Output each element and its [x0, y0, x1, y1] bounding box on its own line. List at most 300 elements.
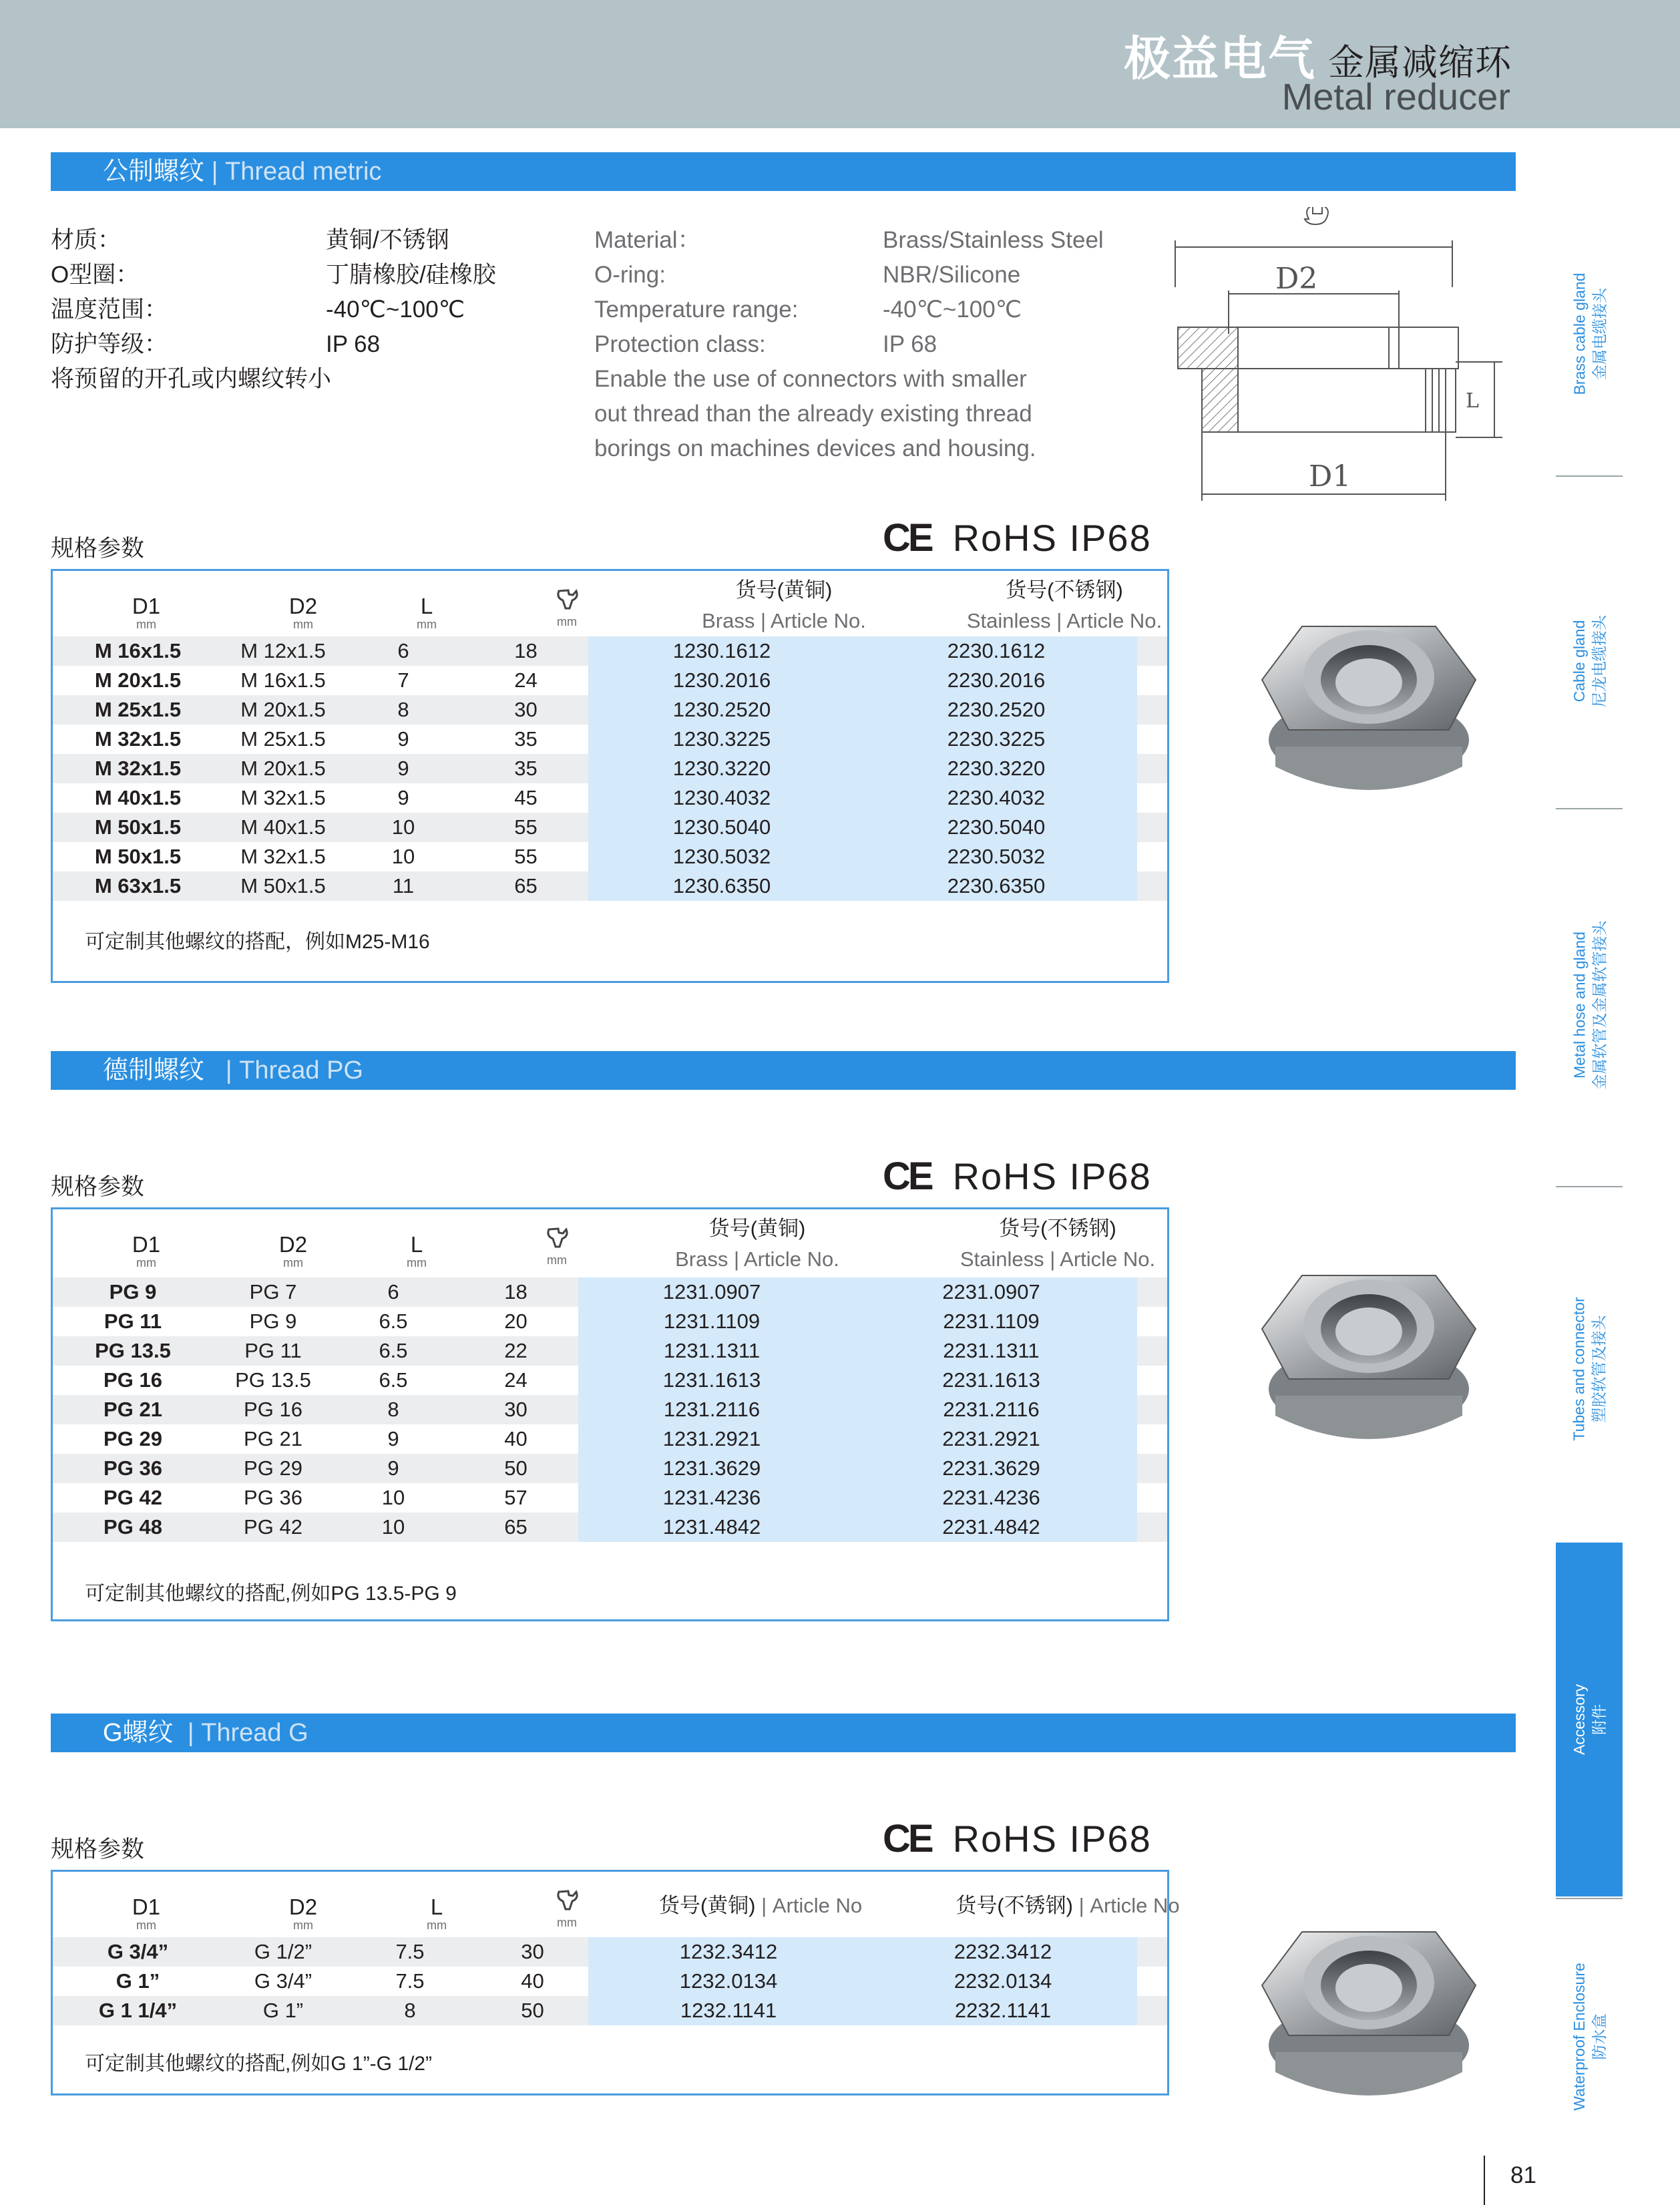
cell-d2: M 32x1.5	[240, 786, 326, 809]
cell-pad	[1137, 1967, 1167, 1996]
cell-pad	[1137, 1996, 1167, 2025]
cell-d1: M 20x1.5	[94, 668, 182, 692]
col-wrench-header	[540, 1889, 594, 1928]
cell-l: 7.5	[343, 1937, 477, 1967]
tab-label-en: Accessory	[1570, 1683, 1588, 1756]
cert-text: RoHS IP68	[952, 517, 1152, 559]
cell-ss-article: 2230.5032	[855, 842, 1137, 871]
props-cn-labels	[51, 223, 331, 397]
table-row	[53, 1277, 1167, 1307]
cell-pad	[1137, 666, 1167, 695]
cell-wrench: 65	[463, 871, 588, 901]
cell-d2: M 16x1.5	[240, 668, 326, 692]
props-en-values	[883, 223, 1104, 362]
cell-wrench: 65	[453, 1513, 578, 1542]
cell-d1: M 16x1.5	[53, 636, 223, 666]
cell-pad	[1137, 842, 1167, 871]
cell-brass-article: 1230.6350	[588, 871, 855, 901]
col-unit: mm	[557, 615, 577, 628]
sidebar-tab-metal-hose[interactable]	[1556, 828, 1623, 1182]
prop-label: 材质：	[51, 227, 122, 253]
cell-brass-article: 1231.2921	[578, 1424, 845, 1454]
cell-brass-article: 1231.4842	[578, 1513, 845, 1542]
cell-d1: G 1 1/4”	[53, 1996, 223, 2025]
cell-d1: PG 11	[103, 1310, 162, 1333]
cell-brass-article: 1232.1141	[588, 1996, 869, 2025]
col-unit: mm	[293, 618, 313, 631]
cell-wrench: 40	[504, 1427, 528, 1450]
prop-desc: borings on machines devices and housing.	[594, 435, 1036, 461]
cell-brass-article: 1230.3225	[588, 725, 855, 754]
col-label: D1	[132, 1232, 161, 1257]
col-label: 货号(不锈钢)	[1006, 578, 1123, 602]
cell-pad	[1137, 1937, 1167, 1967]
cert-pg	[883, 1154, 1152, 1199]
tab-label-en: Tubes and connector	[1570, 1297, 1589, 1441]
cell-pad	[1137, 754, 1167, 783]
cell-wrench: 20	[504, 1310, 528, 1333]
cell-ss-article: 2230.6350	[855, 871, 1137, 901]
section-en: | Thread G	[187, 1719, 308, 1747]
col-d2-header	[270, 594, 337, 630]
metric-table	[53, 636, 1167, 901]
col-ss-header	[914, 1213, 1201, 1275]
cell-d2: PG 21	[244, 1427, 302, 1450]
cell-d1: M 63x1.5	[53, 871, 223, 901]
table-row	[53, 813, 1167, 842]
tab-label-cn: 防水盒	[1591, 2013, 1609, 2060]
cell-d1: PG 13.5	[53, 1336, 213, 1366]
section-g-header	[51, 1714, 1516, 1752]
cell-brass-article: 1230.1612	[588, 636, 855, 666]
cell-brass-article: 1231.1311	[578, 1336, 845, 1366]
tab-label-en: Cable gland	[1570, 620, 1588, 703]
table-row	[53, 1513, 1167, 1542]
col-label: L	[420, 594, 433, 618]
cell-pad	[1137, 783, 1167, 813]
col-label: D1	[132, 1894, 161, 1919]
cell-ss-article: 2232.0134	[869, 1967, 1137, 1996]
col-unit: mm	[136, 1919, 156, 1932]
cell-pad	[1137, 1424, 1167, 1454]
cell-ss-article: 2230.2016	[855, 666, 1137, 695]
prop-value: 黄铜/不锈钢	[326, 227, 449, 253]
cell-ss-article: 2232.1141	[869, 1996, 1137, 2025]
cert-metric	[883, 516, 1152, 560]
cell-d1: PG 36	[53, 1454, 213, 1483]
col-label-en: | Article No	[1078, 1894, 1180, 1917]
cell-d1: M 50x1.5	[94, 845, 182, 868]
cell-ss-article: 2230.1612	[855, 636, 1137, 666]
cell-wrench: 55	[514, 845, 538, 868]
col-label-en: Stainless | Article No.	[960, 1247, 1156, 1271]
cell-d1: M 32x1.5	[94, 727, 182, 751]
table-row	[53, 1336, 1167, 1366]
prop-value: 丁腈橡胶/硅橡胶	[326, 262, 496, 288]
technical-drawing	[1169, 207, 1516, 508]
pg-table	[53, 1277, 1167, 1542]
cell-ss-article: 2231.3629	[845, 1454, 1137, 1483]
col-label: 货号(不锈钢)	[999, 1217, 1116, 1240]
cell-d2: PG 29	[213, 1454, 333, 1483]
spec-label-g: 规格参数	[51, 1836, 145, 1862]
metric-table-box	[51, 569, 1169, 983]
cell-ss-article: 2231.1613	[845, 1366, 1137, 1395]
cell-d2: G 3/4”	[254, 1969, 312, 1993]
spec-label-pg: 规格参数	[51, 1174, 145, 1200]
cell-ss-article: 2231.4842	[845, 1513, 1137, 1542]
col-unit: mm	[136, 618, 156, 631]
cell-ss-article: 2232.3412	[869, 1937, 1137, 1967]
cell-brass-article: 1230.2016	[588, 666, 855, 695]
cell-pad	[1137, 695, 1167, 725]
cell-pad	[1137, 1483, 1167, 1513]
cell-brass-article: 1231.3629	[578, 1454, 845, 1483]
cell-ss-article: 2230.2520	[855, 695, 1137, 725]
cell-brass-article: 1232.0134	[588, 1967, 869, 1996]
section-metric-header	[51, 152, 1516, 191]
table-row	[53, 666, 1167, 695]
table-row	[53, 754, 1167, 783]
col-d1-header	[113, 1894, 180, 1931]
title-en: Metal reducer	[1281, 75, 1510, 118]
cell-ss-article: 2231.4236	[845, 1483, 1137, 1513]
cell-l: 9	[333, 1454, 453, 1483]
col-l-header	[400, 594, 453, 630]
cell-pad	[1137, 871, 1167, 901]
cell-brass-article: 1231.4236	[578, 1483, 845, 1513]
title-cn: 金属减缩环	[1328, 43, 1512, 83]
table-row	[53, 842, 1167, 871]
table-row	[53, 725, 1167, 754]
section-pg-header	[51, 1051, 1516, 1090]
table-row	[53, 636, 1167, 666]
prop-desc: out thread than the already existing thread	[594, 401, 1032, 427]
cell-brass-article: 1230.5040	[588, 813, 855, 842]
col-unit: mm	[136, 1256, 156, 1269]
cell-d2: G 1”	[223, 1996, 343, 2025]
tab-label-en: Waterproof Enclosure	[1570, 1963, 1589, 2111]
sidebar-divider	[1556, 1186, 1623, 1187]
col-d1-header	[113, 1232, 180, 1268]
sidebar-tab-tubes-connector[interactable]	[1556, 1215, 1623, 1523]
col-unit: mm	[417, 618, 437, 631]
cell-pad	[1137, 813, 1167, 842]
table-row	[53, 1395, 1167, 1424]
tab-label-cn: 附件	[1591, 1704, 1608, 1735]
cell-l: 7.5	[395, 1969, 425, 1993]
cell-l: 10	[391, 845, 415, 868]
cell-d2: M 40x1.5	[223, 813, 343, 842]
cell-wrench: 35	[463, 754, 588, 783]
cell-pad	[1137, 1366, 1167, 1395]
cell-wrench: 35	[514, 727, 538, 751]
table-row	[53, 1454, 1167, 1483]
prop-value: -40℃~100℃	[326, 296, 465, 323]
cell-brass-article: 1231.1613	[578, 1366, 845, 1395]
cell-d2: M 25x1.5	[240, 727, 326, 751]
cell-wrench: 40	[521, 1969, 544, 1993]
cell-l: 10	[343, 813, 463, 842]
pg-note: 可定制其他螺纹的搭配,例如PG 13.5-PG 9	[85, 1583, 457, 1605]
ce-mark: CE	[883, 1817, 931, 1860]
cell-ss-article: 2230.3220	[855, 754, 1137, 783]
cell-brass-article: 1230.4032	[588, 783, 855, 813]
cell-d2: PG 11	[213, 1336, 333, 1366]
col-unit: mm	[427, 1919, 447, 1932]
cell-wrench: 50	[477, 1996, 588, 2025]
cell-d2: M 50x1.5	[223, 871, 343, 901]
prop-label: Temperature range:	[594, 296, 799, 323]
col-label: L	[430, 1894, 443, 1919]
cell-d2: M 12x1.5	[223, 636, 343, 666]
cell-d1: PG 29	[103, 1427, 162, 1450]
prop-value: NBR/Silicone	[883, 262, 1021, 288]
cell-pad	[1137, 1395, 1167, 1424]
ce-mark: CE	[883, 516, 931, 560]
cell-l: 6.5	[333, 1336, 453, 1366]
col-label: 货号(黄铜)	[735, 578, 833, 602]
cell-pad	[1137, 1454, 1167, 1483]
cell-l: 10	[333, 1513, 453, 1542]
cell-wrench: 45	[514, 786, 538, 809]
cell-brass-article: 1231.0907	[578, 1277, 845, 1307]
tab-label-cn: 金属电缆接头	[1591, 288, 1608, 380]
cert-text: RoHS IP68	[952, 1818, 1152, 1860]
cell-wrench: 30	[477, 1937, 588, 1967]
sidebar-divider	[1556, 808, 1623, 809]
cell-l: 8	[343, 695, 463, 725]
col-wrench-header	[530, 1227, 584, 1265]
table-row	[53, 1937, 1167, 1967]
cell-brass-article: 1232.3412	[588, 1937, 869, 1967]
metric-note: 可定制其他螺纹的搭配，例如M25-M16	[85, 931, 430, 953]
cell-d2: PG 7	[213, 1277, 333, 1307]
col-l-header	[410, 1894, 463, 1931]
cell-ss-article: 2231.1311	[845, 1336, 1137, 1366]
cell-ss-article: 2231.0907	[845, 1277, 1137, 1307]
cell-ss-article: 2231.2116	[845, 1395, 1137, 1424]
cell-wrench: 50	[453, 1454, 578, 1483]
page-number: 81	[1510, 2162, 1536, 2188]
cell-brass-article: 1230.5032	[588, 842, 855, 871]
col-label: D1	[132, 594, 161, 618]
drawing-d2-label: D2	[1275, 262, 1318, 296]
col-unit: mm	[293, 1919, 313, 1932]
wrench-icon	[554, 1889, 580, 1912]
cell-l: 6	[343, 636, 463, 666]
cell-ss-article: 2231.2921	[845, 1424, 1137, 1454]
cell-d2: PG 13.5	[235, 1368, 311, 1392]
section-cn: 德制螺纹	[103, 1056, 205, 1084]
section-en: | Thread metric	[211, 158, 382, 186]
drawing-d1-label: D1	[1309, 459, 1351, 493]
drawing-l-label: L	[1466, 389, 1479, 413]
col-label: L	[410, 1232, 423, 1257]
col-unit: mm	[547, 1253, 567, 1267]
table-row	[53, 783, 1167, 813]
cell-pad	[1137, 1513, 1167, 1542]
cert-g	[883, 1816, 1152, 1861]
wrench-symbol	[1305, 207, 1328, 224]
cell-brass-article: 1230.2520	[588, 695, 855, 725]
tab-label-cn: 尼龙电缆接头	[1591, 615, 1608, 707]
col-label: D2	[288, 1894, 318, 1919]
section-cn: G螺纹	[103, 1719, 174, 1747]
cell-d2: PG 36	[244, 1486, 302, 1509]
cell-wrench: 18	[463, 636, 588, 666]
section-cn: 公制螺纹	[103, 158, 205, 186]
col-unit: mm	[283, 1256, 303, 1269]
cell-d2: PG 42	[213, 1513, 333, 1542]
sidebar-tab-cable-gland[interactable]	[1556, 528, 1623, 795]
col-label: D2	[288, 594, 318, 618]
col-brass-header	[640, 575, 927, 636]
col-wrench-header	[540, 588, 594, 627]
tab-label-cn: 金属软管及金属软管接头	[1591, 920, 1608, 1090]
cert-text: RoHS IP68	[952, 1155, 1152, 1197]
ce-mark: CE	[883, 1155, 931, 1198]
cell-brass-article: 1231.2116	[578, 1395, 845, 1424]
prop-value: -40℃~100℃	[883, 296, 1022, 323]
table-row	[53, 871, 1167, 901]
col-unit: mm	[407, 1256, 427, 1269]
col-brass-header	[614, 1890, 907, 1921]
col-label: 货号(黄铜)	[708, 1217, 806, 1240]
table-row	[53, 695, 1167, 725]
col-label-en: | Article No	[761, 1894, 863, 1917]
cell-ss-article: 2230.4032	[855, 783, 1137, 813]
cell-l: 11	[343, 871, 463, 901]
col-ss-header	[914, 1890, 1221, 1921]
product-photo-metric	[1255, 613, 1482, 793]
table-row	[53, 1483, 1167, 1513]
cell-d2: G 1/2”	[223, 1937, 343, 1967]
col-label-en: Stainless | Article No.	[966, 609, 1163, 632]
cell-ss-article: 2231.1109	[845, 1307, 1137, 1336]
product-photo-g	[1255, 1909, 1482, 2109]
prop-label: Material：	[594, 227, 701, 253]
prop-label: O型圈：	[51, 262, 140, 288]
table-row	[53, 1967, 1167, 1996]
cell-d1: M 50x1.5	[53, 813, 223, 842]
sidebar-tab-waterproof-enclosure[interactable]	[1556, 1910, 1623, 2164]
cell-d2: M 32x1.5	[240, 845, 326, 868]
table-row	[53, 1996, 1167, 2025]
col-label-en: Brass | Article No.	[675, 1247, 839, 1271]
cell-l: 10	[381, 1486, 405, 1509]
cell-wrench: 22	[453, 1336, 578, 1366]
pg-table-box	[51, 1207, 1169, 1621]
cell-d1: M 40x1.5	[94, 786, 182, 809]
sidebar-divider	[1556, 475, 1623, 477]
cell-pad	[1137, 636, 1167, 666]
cell-l: 9	[397, 727, 409, 751]
cell-d1: G 1”	[116, 1969, 160, 1993]
cell-wrench: 30	[463, 695, 588, 725]
cell-pad	[1137, 1277, 1167, 1307]
tab-label-cn: 塑胶软管及接头	[1591, 1315, 1609, 1423]
g-table	[53, 1937, 1167, 2025]
col-label-en: Brass | Article No.	[702, 609, 866, 632]
col-unit: mm	[557, 1916, 577, 1929]
col-l-header	[390, 1232, 443, 1268]
g-note: 可定制其他螺纹的搭配,例如G 1”-G 1/2”	[85, 2053, 433, 2075]
cell-pad	[1137, 1307, 1167, 1336]
prop-desc: Enable the use of connectors with smaller	[594, 366, 1027, 392]
cell-d2: PG 16	[213, 1395, 333, 1424]
cell-l: 6.5	[379, 1310, 408, 1333]
cell-pad	[1137, 725, 1167, 754]
cell-wrench: 18	[453, 1277, 578, 1307]
cell-d1: PG 42	[103, 1486, 162, 1509]
cell-l: 6.5	[379, 1368, 408, 1392]
sidebar-tab-brass-cable-gland[interactable]	[1556, 194, 1623, 474]
tab-label-en: Brass cable gland	[1570, 272, 1588, 395]
sidebar-tab-accessory[interactable]	[1556, 1543, 1623, 1896]
cell-pad	[1137, 1336, 1167, 1366]
cell-wrench: 57	[504, 1486, 528, 1509]
col-label: 货号(不锈钢)	[956, 1894, 1073, 1917]
product-photo-pg	[1255, 1255, 1482, 1449]
cell-d1: PG 9	[53, 1277, 213, 1307]
cell-d1: PG 21	[53, 1395, 213, 1424]
table-row	[53, 1366, 1167, 1395]
cell-ss-article: 2230.5040	[855, 813, 1137, 842]
cell-l: 8	[333, 1395, 453, 1424]
wrench-icon	[554, 588, 580, 611]
cell-wrench: 24	[514, 668, 538, 692]
cell-l: 9	[387, 1427, 399, 1450]
cell-d1: PG 48	[53, 1513, 213, 1542]
cell-wrench: 30	[453, 1395, 578, 1424]
cell-wrench: 24	[504, 1368, 528, 1392]
section-en: | Thread PG	[225, 1056, 363, 1084]
wrench-icon	[544, 1227, 570, 1249]
cell-ss-article: 2230.3225	[855, 725, 1137, 754]
cell-l: 7	[397, 668, 409, 692]
cell-d2: M 20x1.5	[223, 695, 343, 725]
cell-brass-article: 1230.3220	[588, 754, 855, 783]
col-label: D2	[278, 1232, 308, 1257]
cell-l: 9	[397, 786, 409, 809]
prop-value: IP 68	[883, 331, 937, 357]
cell-d1: M 32x1.5	[53, 754, 223, 783]
col-d2-header	[260, 1232, 327, 1268]
cell-brass-article: 1231.1109	[578, 1307, 845, 1336]
sidebar-divider	[1556, 1898, 1623, 1899]
col-d2-header	[270, 1894, 337, 1931]
cell-d1: M 25x1.5	[53, 695, 223, 725]
tab-label-en: Metal hose and gland	[1570, 932, 1588, 1078]
col-ss-header	[921, 575, 1208, 636]
props-cn-values	[326, 223, 496, 362]
brand-name: 极益电气	[1124, 33, 1316, 85]
col-label: 货号(黄铜)	[658, 1894, 756, 1917]
cell-wrench: 55	[463, 813, 588, 842]
table-row	[53, 1424, 1167, 1454]
cell-d2: PG 9	[249, 1310, 297, 1333]
prop-label: O-ring:	[594, 262, 666, 288]
cell-d1: PG 16	[103, 1368, 162, 1392]
prop-value: Brass/Stainless Steel	[883, 227, 1104, 253]
cell-l: 8	[343, 1996, 477, 2025]
page-number-divider	[1484, 2156, 1485, 2205]
prop-value: IP 68	[326, 331, 381, 357]
col-brass-header	[614, 1213, 901, 1275]
col-d1-header	[113, 594, 180, 630]
cell-d2: M 20x1.5	[223, 754, 343, 783]
